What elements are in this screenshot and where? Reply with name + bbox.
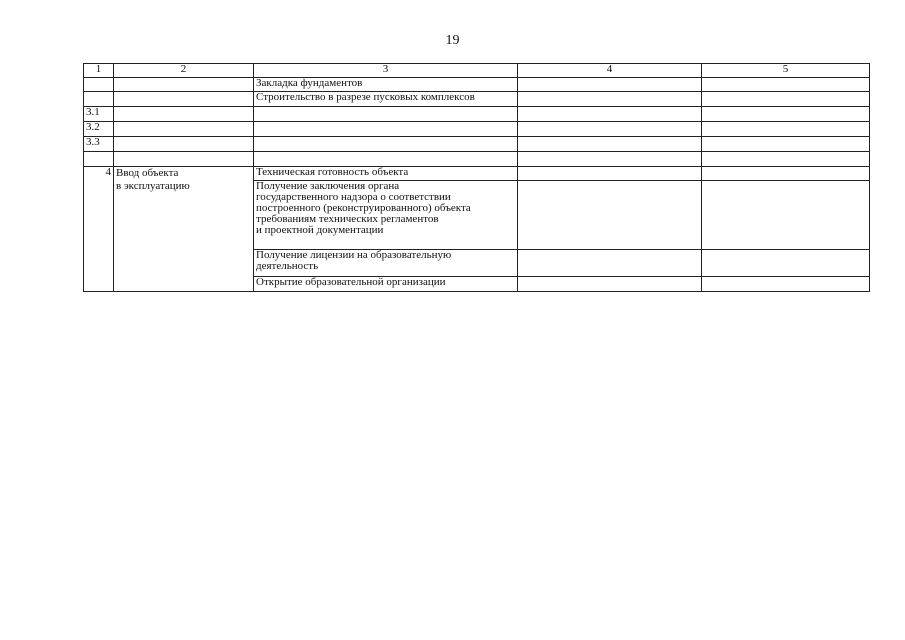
cell-col4: [518, 250, 702, 277]
cell-stage: [114, 137, 254, 152]
cell-activity: [254, 181, 518, 250]
cell-number: [84, 92, 114, 107]
header-col-3: 3: [254, 64, 518, 78]
cell-col5: [702, 137, 870, 152]
activity-text: Получение заключения органа государственного надзора о соответствии построенного (реконструированного) объекта требованиям технических регламентов и проектной документации: [256, 180, 471, 236]
cell-number: [84, 78, 114, 92]
page-number: 19: [445, 33, 460, 48]
cell-number: 3.1: [84, 107, 114, 122]
cell-col4: [518, 92, 702, 107]
cell-col5: [702, 122, 870, 137]
cell-activity: Открытие образовательной организации: [254, 277, 518, 292]
cell-stage: [114, 92, 254, 107]
cell-col4: [518, 167, 702, 181]
cell-activity: Техническая готовность объекта: [254, 167, 518, 181]
cell-stage: [114, 122, 254, 137]
activity-text: Получение лицензии на образовательную деятельность: [256, 249, 452, 272]
cell-number: 3.3: [84, 137, 114, 152]
cell-activity: Строительство в разрезе пусковых комплексов: [254, 92, 518, 107]
cell-col4: [518, 181, 702, 250]
stage-number: 4: [84, 167, 114, 292]
cell-activity: Закладка фундаментов: [254, 78, 518, 92]
cell-col5: [702, 78, 870, 92]
header-col-1: 1: [84, 64, 114, 78]
cell-col4: [518, 107, 702, 122]
cell-activity: [254, 137, 518, 152]
table-row: [84, 152, 870, 167]
table-row: [84, 78, 870, 92]
cell-col4: [518, 137, 702, 152]
cell-stage: [114, 78, 254, 92]
table-row: [84, 137, 870, 152]
stage-name-line-2: в эксплуатацию: [116, 180, 190, 192]
schedule-table: [83, 63, 870, 292]
cell-activity: [254, 122, 518, 137]
cell-col5: [702, 107, 870, 122]
cell-col4: [518, 152, 702, 167]
cell-stage: [114, 107, 254, 122]
table-row: [84, 122, 870, 137]
stage-name-cell: [114, 167, 254, 292]
cell-activity: [254, 152, 518, 167]
cell-col5: [702, 181, 870, 250]
cell-stage: [114, 152, 254, 167]
header-col-5: 5: [702, 64, 870, 78]
header-col-4: 4: [518, 64, 702, 78]
cell-number: [84, 152, 114, 167]
cell-col5: [702, 277, 870, 292]
cell-col4: [518, 122, 702, 137]
cell-col5: [702, 167, 870, 181]
cell-activity: [254, 107, 518, 122]
cell-col5: [702, 152, 870, 167]
cell-col4: [518, 277, 702, 292]
cell-col5: [702, 250, 870, 277]
table-row: [84, 167, 870, 181]
cell-number: 3.2: [84, 122, 114, 137]
stage-name-line-1: Ввод объекта: [116, 167, 179, 179]
header-col-2: 2: [114, 64, 254, 78]
cell-col4: [518, 78, 702, 92]
cell-col5: [702, 92, 870, 107]
table-row: [84, 92, 870, 107]
table-row: [84, 107, 870, 122]
cell-activity: [254, 250, 518, 277]
table-header-row: [84, 64, 870, 78]
